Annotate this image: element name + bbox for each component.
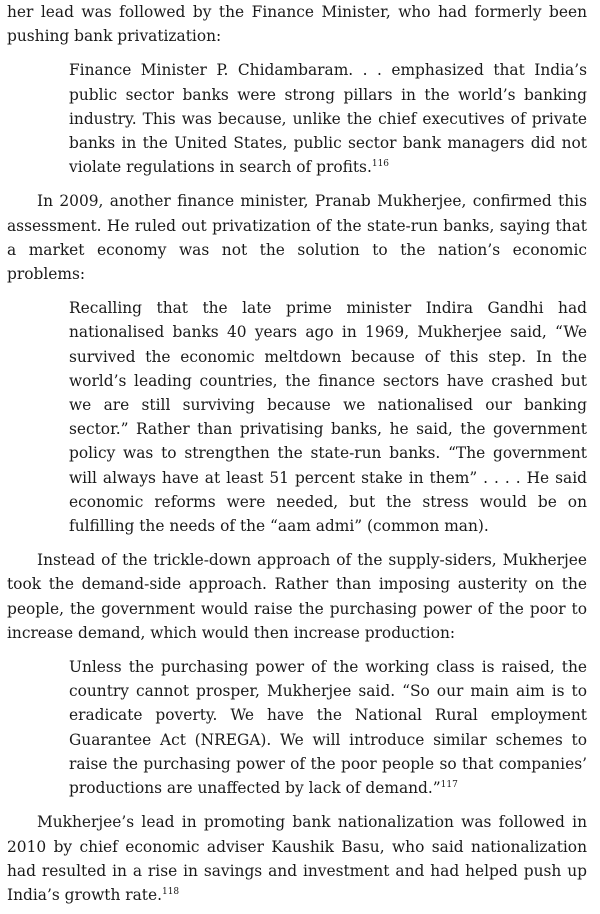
- document-page: [7, 0, 587, 907]
- paragraph-basu-2010: [7, 810, 587, 907]
- quote-text: Unless the purchasing power of the working class is raised, the country cannot prosper, Mukherjee said. “So our main aim is to eradicate poverty. We have the National Rural employment Guarantee Act (NREGA). We will introduce similar schemes to raise the purchasing power of the poor people so that companies’ productions are unaffected by lack of demand.”: [69, 658, 587, 798]
- paragraph-text: In 2009, another finance minister, Pranab Mukherjee, confirmed this assessment. He ruled out privatization of the state-run banks, saying that a market economy was not the solution to the nation’s economic problems:: [7, 192, 587, 284]
- footnote-marker: 118: [161, 886, 180, 897]
- block-quote-chidambaram: [69, 58, 587, 179]
- paragraph-mukherjee-2009: [7, 189, 587, 286]
- paragraph-continuation: [7, 0, 587, 48]
- footnote-marker: 116: [371, 159, 390, 170]
- block-quote-mukherjee-poverty: [69, 655, 587, 800]
- paragraph-demand-side: [7, 548, 587, 645]
- footnote-marker: 117: [440, 779, 458, 790]
- quote-text: Recalling that the late prime minister Indira Gandhi had nationalised banks 40 years ago in 1969, Mukherjee said, “We survived the economic meltdown because of this step. In the world’s leading countries, the finance sectors have crashed but we are still surviving because we nationalised our banking sector.” Rather than privatising banks, he said, the government policy was to strengthen the state-run banks. “The government will always have at least 51 percent stake in them” . . . . He said economic reforms were needed, but the stress would be on fulfilling the needs of the “aam admi” (common man).: [69, 299, 587, 536]
- quote-text: Finance Minister P. Chidambaram. . . emphasized that India’s public sector banks were strong pillars in the world’s banking industry. This was because, unlike the chief executives of private banks in the United States, public sector bank managers did not violate regulations in search of profits.: [69, 61, 587, 177]
- paragraph-text: her lead was followed by the Finance Minister, who had formerly been pushing bank privatization:: [7, 3, 587, 46]
- block-quote-mukherjee-nationalisation: [69, 296, 587, 538]
- paragraph-text: Mukherjee’s lead in promoting bank nationalization was followed in 2010 by chief economic adviser Kaushik Basu, who said nationalization had resulted in a rise in savings and investment and had helped push up India’s growth rate.: [7, 813, 587, 904]
- paragraph-text: Instead of the trickle-down approach of the supply-siders, Mukherjee took the demand-side approach. Rather than imposing austerity on the people, the government would raise the purchasing power of the poor to increase demand, which would then increase production:: [7, 551, 587, 642]
